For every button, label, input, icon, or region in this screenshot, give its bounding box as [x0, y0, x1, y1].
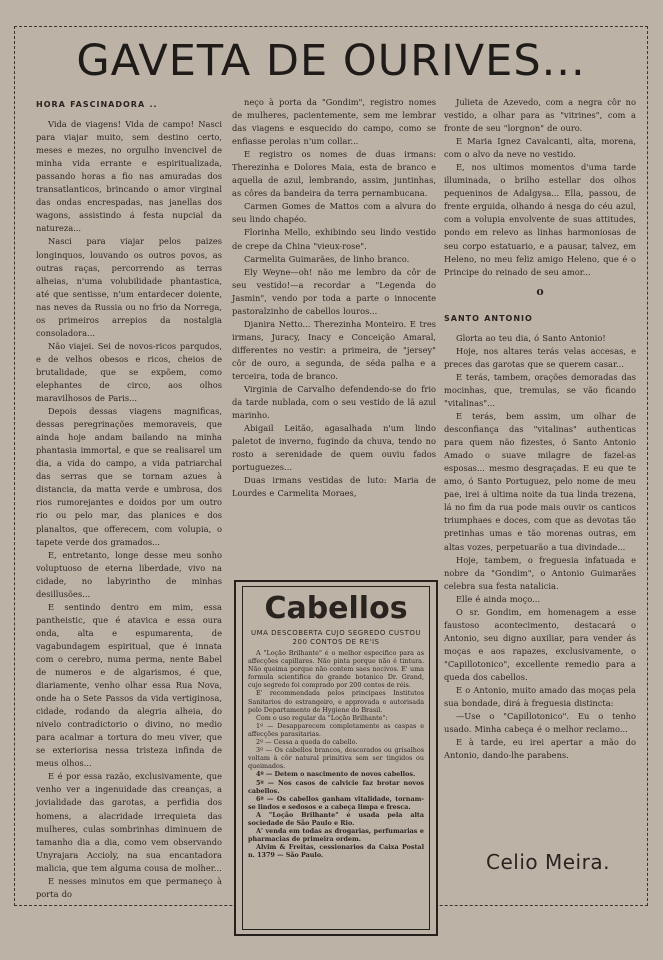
- paragraph: E terás, bem assim, um olhar de desconfiança das "vitalinas" authenticas para quem não fizestes, ó Santo Antonio Amado o suave milagre de fazel-as esposas... mesmo desgraçadas. E eu que te amo, ó Santo Portuguez, pelo nome de meu pae, irei á ultima noite da tua linda trezena, lá no fim da rua pode mais ouvir os canticos triumphaes e doces, com que as devotas tão pretinhas umas e tão morenas outras, em altas vozes, perpetuarão a tua divindade...: [444, 411, 636, 552]
- paragraph: E Maria Ignez Cavalcanti, alta, morena, com o alvo da neve no vestido.: [444, 136, 636, 160]
- paragraph: E à tarde, eu irei apertar a mão do Antonio, dando-lhe parabens.: [444, 737, 636, 761]
- advertisement-paragraph: E' recommendada pelos principaes Institutos Sanitarios do estrangeiro, e approvada e autorisada pelo Departamento de Hygiene do Brasil.: [248, 689, 424, 714]
- column-3: [444, 96, 636, 762]
- advertisement-item: 1º — Desapparecem completamente as caspas e affecções parasitarias.: [248, 721, 424, 738]
- section-heading-hora-fascinadora: HORA FASCINADORA ..: [36, 100, 158, 109]
- paragraph: Virginia de Carvalho defendendo-se do frio da tarde nublada, com o seu vestido de lã azul marinho.: [232, 384, 436, 421]
- advertisement-item: 2º — Cessa a queda do cabello.: [256, 738, 358, 747]
- cabellos-advertisement: [234, 580, 438, 936]
- paragraph: Abigail Leitão, agasalhada n'um lindo paletot de inverno, fugindo da chuva, tendo no rosto a serenidade de quem ouviu fados portuguezes...: [232, 423, 436, 473]
- paragraph: Vida de viagens! Vida de campo! Nasci para viajar muito, sem destino certo, meses e mezes, no orgulho invencivel de minha vida errante e espiritualizada, passando horas a fio nas amuradas dos transatlanticos, brincando o amor virginal das ondas encrespadas, nas janellas dos wagons, assistindo á festa nupcial da natureza...: [36, 119, 222, 234]
- advertisement-subtitle: UMA DESCOBERTA CUJO SEGREDO CUSTOU 200 CONTOS DE RE'IS: [250, 629, 422, 646]
- advertisement-title: Cabellos: [264, 591, 408, 626]
- advertisement-inner-border: [242, 586, 430, 930]
- advertisement-item: 6º — Os cabellos ganham vitalidade, tornam-se lindos e sedosos e a cabeça limpa e fresca.: [248, 794, 424, 811]
- paragraph: Julieta de Azevedo, com a negra côr no vestido, a olhar para as "vitrines", com a fronte de seu "lorgnon" de ouro.: [444, 97, 636, 134]
- advertisement-paragraph: A "Loção Brilhante" é usada pela alta sociedade de São Paulo e Rio.: [248, 810, 424, 827]
- paragraph: Elle é ainda moço...: [456, 593, 541, 604]
- advertisement-footer: Alvim & Freitas, cessionarios da Caixa Postal n. 1379 — São Paulo.: [248, 843, 424, 860]
- paragraph: O sr. Gondim, em homenagem a esse faustoso acontecimento, destacará o Antonio, seu digno auxiliar, para vender ás moças e aos rapazes, exclusivamente, o "Capillotonico", excellente remedio para a queda dos cabellos.: [444, 606, 636, 682]
- advertisement-paragraph: A' venda em todas as drogarias, perfumarias e pharmacias de primeira ordem.: [248, 827, 424, 844]
- paragraph: Hoje, tambem, o freguesia infatuada e nobre da "Gondim", o Antonio Guimarães celebra sua festa natalicia.: [444, 554, 636, 591]
- advertisement-item: 3º — Os cabellos brancos, descorados ou grisalhos voltam à côr natural primitiva sem ser tingidos ou queimados.: [248, 746, 424, 771]
- paragraph: Ely Weyne—oh! não me lembro da côr de seu vestido!—a recordar a "Legenda do Jasmin", vendo por toda a parte o innocente pastoralzinho de cabellos louros...: [232, 266, 436, 316]
- advertisement-item: 4º — Detem o nascimento de novos cabellos.: [256, 770, 416, 779]
- paragraph: neço à porta da "Gondim", registro nomes de mulheres, pacientemente, sem me lembrar das viagens e esquecido do campo, como se enfiasse perolas n'um collar...: [232, 97, 436, 147]
- paragraph: Depois dessas viagens magnificas, dessas peregrinações memoraveis, que ainda hoje andam bailando na minha phantasia immortal, e que se realisarel um dia, a vida do campo, a vida patriarchal das serras que se tornam azues à distancia, da matta verde e umbrosa, dos rios rumorejantes e doidos por um outro rio ou pelo mar, das planices e dos planaltos, que offerecem, com volupia, o tapete verde dos gramados...: [36, 406, 222, 547]
- paragraph: E o Antonio, muito amado das moças pela sua bondade, dirá à freguesia distincta:: [444, 685, 636, 709]
- paragraph: Nasci para viajar pelos paizes longinquos, louvando os outros povos, as outras raças, percorrendo as terras alheias, n'uma volubilidade phantastica, até que sentisse, n'um entardecer doiente, nas neves da Russia ou no frio da Norrega, os primeiros arrepios da nostalgia consoladora...: [36, 236, 222, 338]
- paragraph: E registro os nomes de duas irmans: Therezinha e Dolores Maia, esta de branco e aquella de azul, lembrando, assim, juntinhas, as côres da bandeira da terra pernambucana.: [232, 149, 436, 199]
- paragraph: E, entretanto, longe desse meu sonho voluptuoso de eterna liberdade, vivo na cidade, no labyrintho de minhas desillusões...: [36, 549, 222, 599]
- paragraph: Não viajei. Sei de novos-ricos parqudos, e de velhos obesos e ricos, cheios de brutalidade, que se expõem, como elephantes de circo, aos olhos maravilhosos de Paris...: [36, 340, 222, 404]
- paragraph: E sentindo dentro em mim, essa pantheistic, que é atavica e essa oura onda, alta e espumarenta, de vagabundagem espiritual, que é innata com o cerebro, numa perma, nente Babel de numeros e de algarismos, é que, diariamente, venho olhar essa Rua Nova, onde ha o Sete Passos da vida vertiginosa, cidade, rodando da alegria alheia, do nivelo contradictorio o divino, no medio para acalmar a tortura do meu viver, que se exteriorisa nessa tristeza infinda de meus olhos...: [36, 601, 222, 769]
- advertisement-paragraph: A "Loção Brilhante" é o melhor especifico para as affecções capillares. Não pinta porque não é tintura. Não queima porque não contem saes nocivos. E' uma formula scientifica do grande botanico Dr. Grand, cujo segredo foi comprado por 200 contos de réis.: [248, 649, 424, 690]
- advertisement-item: 5º — Nos casos de calvicie faz brotar novos cabellos.: [248, 778, 424, 795]
- page-title: GAVETA DE OURIVES...: [76, 36, 586, 86]
- paragraph: Glorta ao teu dia, ó Santo Antonio!: [456, 332, 606, 343]
- paragraph: Djanira Netto... Therezinha Monteiro. E tres irmans, Juracy, Inacy e Conceição Amaral, differentes no vestir: a primeira, de "jersey" côr de ouro, a segunda, de séda palha e a terceira, toda de branco.: [232, 318, 436, 381]
- author-signature: Celio Meira.: [486, 850, 610, 874]
- paragraph: Florinha Mello, exhibindo seu lindo vestido de crepe da China "vieux-rose".: [232, 227, 436, 251]
- section-heading-santo-antonio: SANTO ANTONIO: [444, 313, 533, 323]
- paragraph: Hoje, nos altares terás velas accesas, e preces das garotas que se querem casar...: [444, 345, 636, 369]
- advertisement-paragraph: Com o uso regular da "Loção Brilhante":: [256, 713, 388, 722]
- column-2: [232, 96, 436, 500]
- paragraph: Carmelita Guimarães, de linho branco.: [244, 253, 410, 264]
- paragraph: Duas irmans vestidas de luto: Maria de Lourdes e Carmelita Moraes,: [232, 475, 436, 499]
- section-divider: o: [536, 284, 544, 298]
- paragraph: E é por essa razão, exclusivamente, que venho ver a ingenuidade das creanças, a jovialidade das garotas, a perfidia dos homens, a alacridade irrequieta das mulheres, culas sombrinhas diminuem de tamanho dia a dia, como vem observando Unyrajara Accioly, na sua encantadora malicia, que tem alguma cousa de molher...: [36, 771, 222, 873]
- paragraph: —Use o "Capillotonico". Eu o tenho usado. Minha cabeça é o melhor reclamo...: [444, 711, 636, 735]
- column-1: [36, 96, 222, 901]
- paragraph: E nesses minutos em que permaneço à porta do: [36, 875, 222, 899]
- paragraph: Carmen Gomes de Mattos com a alvura do seu lindo chapéo.: [232, 201, 436, 225]
- paragraph: E terás, tambem, orações demoradas das mocinhas, que, tremulas, se vão ficando "vitalinas"...: [444, 371, 636, 408]
- paragraph: E, nos ultimos momentos d'uma tarde illuminada, o brilho estellar dos olhos pequeninos de Adalgysa... Ella, passou, de frente erguida, olhando á nesga do céu azul, com a volupia envolvente de suas attitudes, pondo em relevo as linhas harmoniosas de seu corpo estatuario, e a pausar, talvez, em Heleno, no meu feliz amigo Heleno, que é o Principe do reinado de seu amor...: [444, 162, 636, 277]
